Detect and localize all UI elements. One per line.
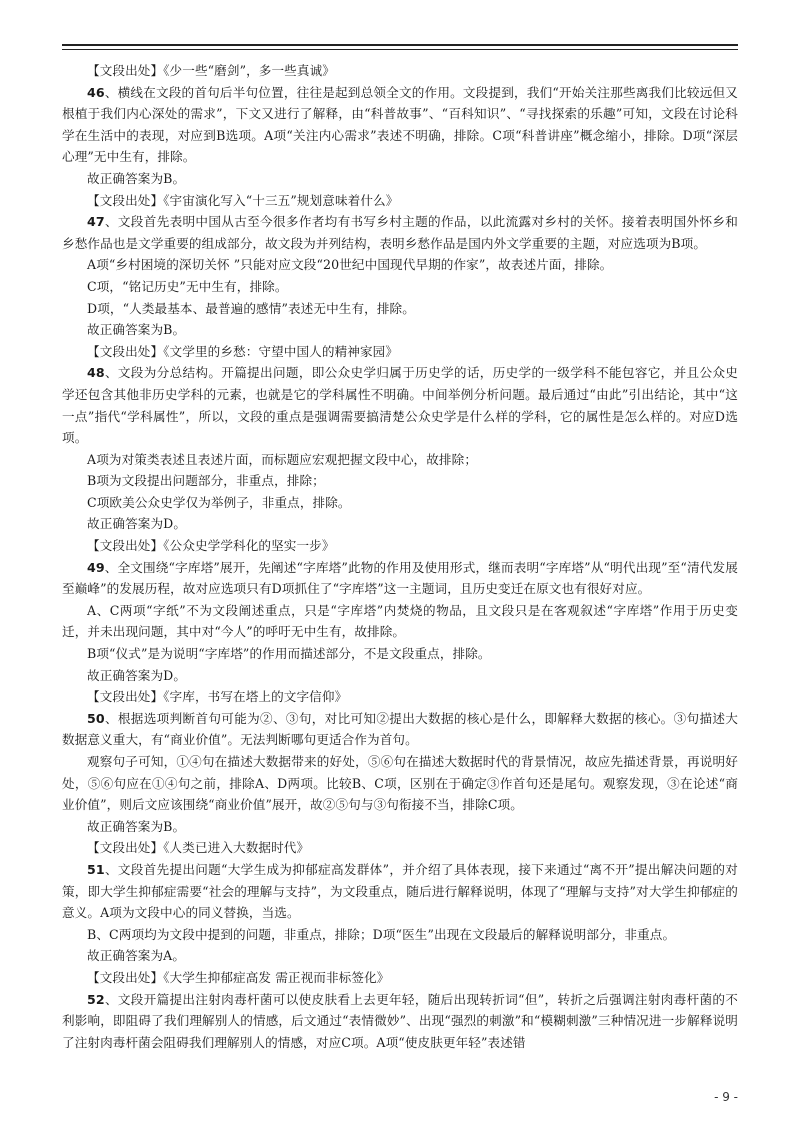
- header-rule-thick: [62, 44, 738, 46]
- question-explanation: [62, 708, 738, 751]
- question-text: 、文段首先提出问题“大学生成为抑郁症高发群体”，并介绍了具体表现，接下来通过“离不开”提出解决问题的对策，即大学生抑郁症需要“社会的理解与支持”，为文段重点，随后进行解释说明，体现了“理解与支持”对大学生抑郁症的意义。A项为文段中心的同义替换，当选。: [62, 861, 738, 921]
- question-explanation: [62, 557, 738, 600]
- question-explanation: [62, 211, 738, 254]
- source-citation: 【文段出处】《文学里的乡愁：守望中国人的精神家园》: [87, 343, 399, 359]
- question-explanation: [62, 989, 738, 1054]
- question-number: 47: [87, 214, 105, 230]
- source-citation: 【文段出处】《人类已进入大数据时代》: [87, 840, 310, 856]
- source-citation: 【文段出处】《大学生抑郁症高发 需正视而非标签化》: [87, 969, 390, 985]
- question-number: 46: [87, 84, 105, 100]
- paragraph: B项为文段提出问题部分，非重点，排除；: [87, 473, 325, 489]
- question-text: 、全文围绕“字库塔”展开，先阐述“字库塔”此物的作用及使用形式，继而表明“字库塔”从“明代出现”至“清代发展至巅峰”的发展历程，故对应选项只有D项抓住了“字库塔”这一主题词，且历史变迁在原文也有很好对应。: [62, 559, 738, 597]
- paragraph: A项“乡村困境的深切关怀 ”只能对应文段“20世纪中国现代早期的作家”，故表述片面，排除。: [87, 257, 613, 273]
- question-number: 49: [87, 559, 105, 575]
- question-number: 48: [87, 365, 105, 381]
- source-citation: 【文段出处】《少一些“磨剑”，多一些真诚》: [87, 63, 335, 78]
- source-citation: 【文段出处】《公众史学学科化的坚实一步》: [87, 538, 335, 554]
- paragraph: 故正确答案为B。: [87, 170, 186, 186]
- document-body: [62, 60, 738, 1053]
- source-citation: 【文段出处】《字库，书写在塔上的文字信仰》: [87, 689, 348, 705]
- question-number: 50: [87, 710, 105, 726]
- page-number: - 9 -: [714, 1090, 738, 1104]
- question-explanation: [62, 82, 738, 168]
- source-citation: 【文段出处】《宇宙演化写入“十三五”规划意味着什么》: [87, 192, 399, 208]
- paragraph: 故正确答案为D。: [87, 667, 187, 683]
- question-text: 、根据选项判断首句可能为②、③句，对比可知②提出大数据的核心是什么，即解释大数据的核心。③句描述大数据意义重大，有“商业价值”。无法判断哪句更适合作为首句。: [62, 710, 738, 748]
- question-explanation: [62, 859, 738, 924]
- paragraph: A、C两项“字纸”不为文段阐述重点，只是“字库塔”内焚烧的物品，且文段只是在客观叙述“字库塔”作用于历史变迁，并未出现问题，其中对“今人”的呼吁无中生有，故排除。: [62, 602, 738, 640]
- paragraph: C项欧美公众史学仅为举例子，非重点，排除。: [87, 494, 351, 510]
- paragraph: 故正确答案为A。: [87, 948, 186, 964]
- header-rule-thin: [62, 49, 738, 50]
- paragraph: 观察句子可知，①④句在描述大数据带来的好处，⑤⑥句在描述大数据时代的背景情况，故应先描述背景，再说明好处，⑤⑥句应在①④句之前，排除A、D两项。比较B、C项，区别在于确定③作首句还是尾句。观察发现，③在论述“商业价值”，则后文应该围绕“商业价值”展开，故②⑤句与③句衔接不当，排除C项。: [62, 754, 738, 813]
- paragraph: D项，“人类最基本、最普遍的感情”表述无中生有，排除。: [87, 300, 415, 316]
- paragraph: 故正确答案为D。: [87, 516, 187, 532]
- question-number: 52: [87, 991, 105, 1007]
- paragraph: 故正确答案为B。: [87, 818, 186, 834]
- paragraph: B项“仪式”是为说明“字库塔”的作用而描述部分，不是文段重点，排除。: [87, 646, 491, 662]
- question-text: 、横线在文段的首句后半句位置，往往是起到总领全文的作用。文段提到，我们“开始关注那些离我们比较远但又根植于我们内心深处的需求”，下文又进行了解释，由“科普故事”、“百科知识”、“寻找探索的乐趣”可知，文段在讨论科学在生活中的表现，对应到B选项。A项“关注内心需求”表述不明确，排除。C项“科普讲座”概念缩小，排除。D项“深层心理”无中生有，排除。: [62, 84, 738, 165]
- question-explanation: [62, 362, 738, 448]
- paragraph: A项为对策类表述且表述片面，而标题应宏观把握文段中心，故排除；: [87, 451, 478, 467]
- question-text: 、文段为分总结构。开篇提出问题，即公众史学归属于历史学的话，历史学的一级学科不能包容它，并且公众史学还包含其他非历史学科的元素，也就是它的学科属性不明确。中间举例分析问题。最后通过“由此”引出结论，其中“这一点”指代“学科属性”，所以，文段的重点是强调需要搞清楚公众史学是什么样的学科，它的属性是怎么样的。对应D选项。: [62, 365, 738, 446]
- question-text: 、文段首先表明中国从古至今很多作者均有书写乡村主题的作品，以此流露对乡村的关怀。接着表明国外怀乡和乡愁作品也是文学重要的组成部分，故文段为并列结构，表明乡愁作品是国内外文学重要的主题，对应选项为B项。: [62, 214, 738, 251]
- paragraph: C项，“铭记历史”无中生有，排除。: [87, 278, 288, 294]
- paragraph: 故正确答案为B。: [87, 322, 186, 338]
- question-number: 51: [87, 861, 105, 877]
- question-text: 、文段开篇提出注射肉毒杆菌可以使皮肤看上去更年轻，随后出现转折词“但”，转折之后强调注射肉毒杆菌的不利影响，即阻碍了我们理解别人的情感，后文通过“表情微妙”、出现“强烈的刺激”和“模糊刺激”三种情况进一步解释说明了注射肉毒杆菌会阻碍我们理解别人的情感，对应C项。A项“使皮肤更年轻”表述错: [62, 991, 738, 1050]
- paragraph: B、C两项均为文段中提到的问题，非重点，排除；D项“医生”出现在文段最后的解释说明部分，非重点。: [87, 926, 676, 942]
